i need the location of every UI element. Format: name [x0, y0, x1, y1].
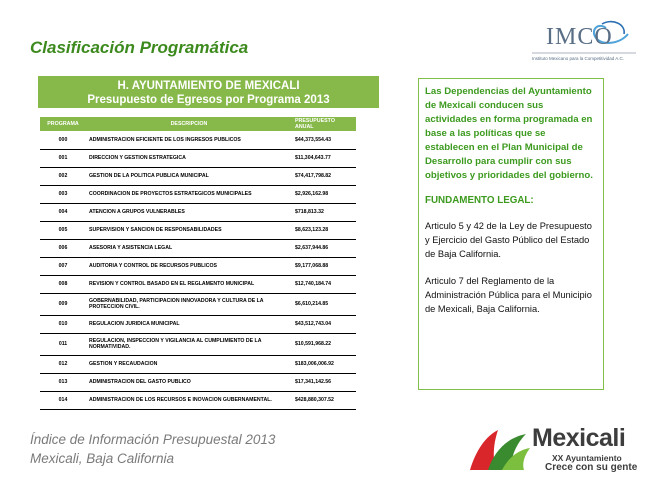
legal-paragraph-2: Articulo 7 del Reglamento de la Administración Pública para el Municipio de Mexicali, Baja California. [425, 276, 592, 314]
mexicali-name: Mexicali [532, 424, 626, 452]
budget-table-block [38, 76, 379, 410]
table-header-row [40, 117, 356, 131]
cell-code: 013 [40, 373, 86, 391]
cell-code: 005 [40, 221, 86, 239]
cell-amount: $428,880,307.52 [292, 391, 356, 409]
cell-description: GESTION DE LA POLITICA PUBLICA MUNICIPAL [86, 167, 292, 185]
cell-description: ADMINISTRACION EFICIENTE DE LOS INGRESOS PUBLICOS [86, 131, 292, 149]
table-row [40, 293, 356, 315]
cell-code: 014 [40, 391, 86, 409]
table-row [40, 203, 356, 221]
budget-table [40, 117, 356, 410]
cell-code: 012 [40, 355, 86, 373]
cell-code: 006 [40, 239, 86, 257]
table-row [40, 333, 356, 355]
cell-description: REGULACION, INSPECCION Y VIGILANCIA AL CUMPLIMIENTO DE LA NORMATIVIDAD. [86, 333, 292, 355]
table-row [40, 315, 356, 333]
cell-amount: $183,006,006.92 [292, 355, 356, 373]
cell-code: 001 [40, 149, 86, 167]
cell-description: GESTION Y RECAUDACION [86, 355, 292, 373]
footer-line1: Índice de Información Presupuestal 2013 [30, 432, 276, 447]
cell-amount: $12,740,184.74 [292, 275, 356, 293]
imco-logo [528, 20, 640, 64]
table-title-line2: Presupuesto de Egresos por Programa 2013 [87, 94, 330, 106]
cell-code: 004 [40, 203, 86, 221]
footer-line2: Mexicali, Baja California [30, 451, 175, 466]
legal-paragraph-1: Articulo 5 y 42 de la Ley de Presupuesto y Ejercicio del Gasto Público del Estado de Baja California. [425, 221, 592, 259]
cell-amount: $718,813.32 [292, 203, 356, 221]
table-title-line1: H. AYUNTAMIENTO DE MEXICALI [117, 80, 300, 92]
cell-code: 000 [40, 131, 86, 149]
table-row [40, 131, 356, 149]
cell-amount: $17,341,142.56 [292, 373, 356, 391]
table-row [40, 167, 356, 185]
mexicali-subtitle-1: XX Ayuntamiento [552, 453, 622, 463]
cell-code: 002 [40, 167, 86, 185]
cell-amount: $6,610,214.85 [292, 293, 356, 315]
cell-description: ATENCION A GRUPOS VULNERABLES [86, 203, 292, 221]
cell-description: ASESORIA Y ASISTENCIA LEGAL [86, 239, 292, 257]
legal-heading: FUNDAMENTO LEGAL: [425, 195, 534, 206]
header-presupuesto: PRESUPUESTO ANUAL [292, 117, 356, 131]
cell-amount: $74,417,798.82 [292, 167, 356, 185]
header-programa: PROGRAMA [40, 117, 86, 131]
cell-amount: $43,512,743.04 [292, 315, 356, 333]
cell-amount: $44,373,554.43 [292, 131, 356, 149]
cell-description: DIRECCION Y GESTION ESTRATEGICA [86, 149, 292, 167]
table-row [40, 373, 356, 391]
cell-amount: $11,304,643.77 [292, 149, 356, 167]
cell-description: REGULACION JURIDICA MUNICIPAL [86, 315, 292, 333]
imco-name: IMCO [546, 24, 613, 50]
table-row [40, 257, 356, 275]
cell-amount: $8,623,123.28 [292, 221, 356, 239]
table-row [40, 355, 356, 373]
table-row [40, 391, 356, 409]
table-title [38, 76, 379, 110]
mexicali-mark-icon [468, 428, 534, 472]
cell-amount: $2,637,944.86 [292, 239, 356, 257]
cell-code: 008 [40, 275, 86, 293]
cell-description: REVISION Y CONTROL BASADO EN EL REGLAMENTO MUNICIPAL [86, 275, 292, 293]
cell-code: 009 [40, 293, 86, 315]
imco-tagline: Instituto Mexicano para la Competitividad A.C. [532, 56, 625, 61]
cell-amount: $9,177,068.88 [292, 257, 356, 275]
table-row [40, 149, 356, 167]
table-row [40, 275, 356, 293]
mexicali-subtitle-2: Crece con su gente [545, 462, 638, 473]
table-row [40, 221, 356, 239]
footer-text [30, 430, 275, 468]
cell-code: 003 [40, 185, 86, 203]
cell-amount: $2,926,162.98 [292, 185, 356, 203]
cell-description: ADMINISTRACION DEL GASTO PUBLICO [86, 373, 292, 391]
header-descripcion: DESCRIPCION [86, 117, 292, 131]
cell-description: SUPERVISION Y SANCION DE RESPONSABILIDADES [86, 221, 292, 239]
cell-code: 011 [40, 333, 86, 355]
cell-description: ADMINISTRACION DE LOS RECURSOS E INOVACION GUBERNAMENTAL. [86, 391, 292, 409]
info-box [418, 78, 604, 390]
cell-description: COORDINACION DE PROYECTOS ESTRATEGICOS MUNICIPALES [86, 185, 292, 203]
info-intro: Las Dependencias del Ayuntamiento de Mexicali conducen sus actividades en forma programada en base a las políticas que se establecen en el Plan Municipal de Desarrollo para cumplir con sus objetivos y prioridades del gobierno. [425, 86, 593, 181]
cell-amount: $10,591,968.22 [292, 333, 356, 355]
table-row [40, 185, 356, 203]
slide-title: Clasificación Programática [30, 38, 249, 57]
table-row [40, 239, 356, 257]
cell-code: 010 [40, 315, 86, 333]
cell-code: 007 [40, 257, 86, 275]
mexicali-logo [468, 424, 643, 480]
cell-description: GOBERNABILIDAD, PARTICIPACION INNOVADORA Y CULTURA DE LA PROTECCION CIVIL. [86, 293, 292, 315]
cell-description: AUDITORIA Y CONTROL DE RECURSOS PUBLICOS [86, 257, 292, 275]
